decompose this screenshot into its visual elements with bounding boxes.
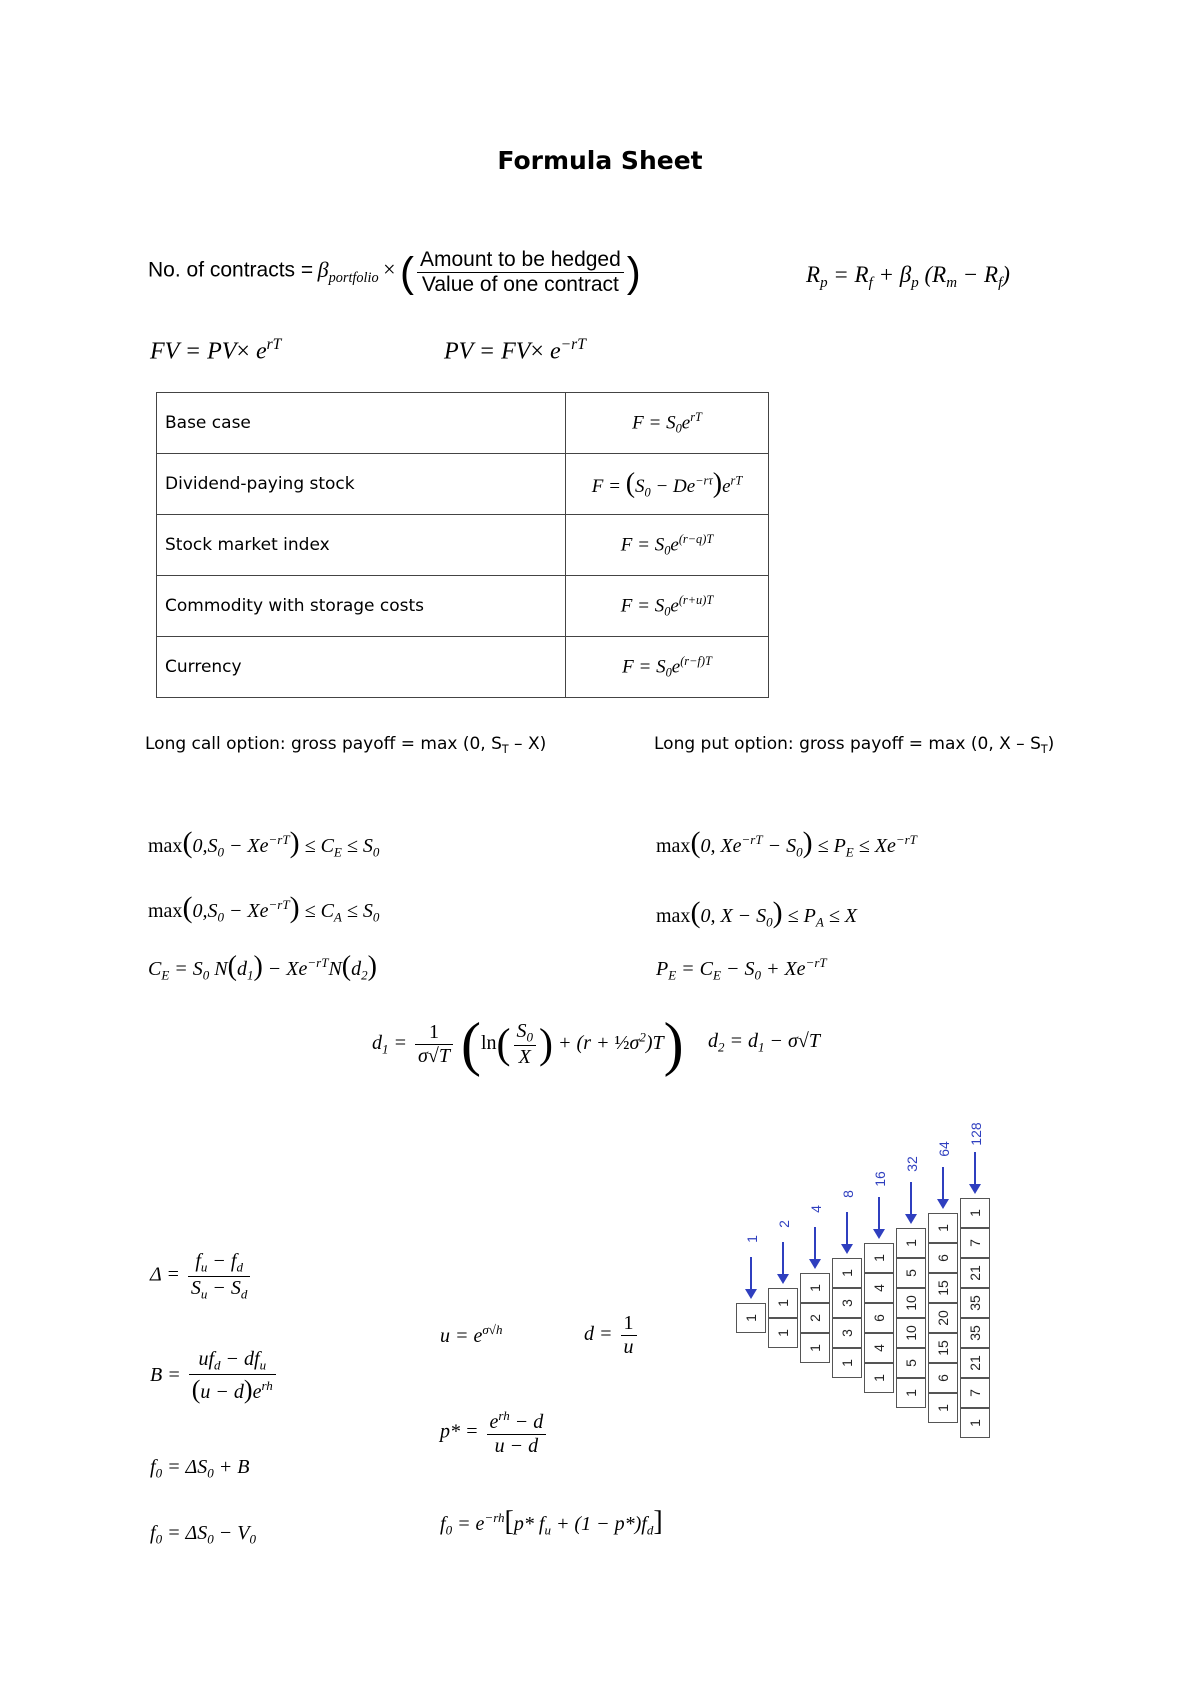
row-sum-label: 32 <box>904 1156 920 1172</box>
triangle-cell: 1 <box>832 1258 862 1288</box>
row-sum-arrow <box>814 1227 816 1267</box>
contracts-formula: No. of contracts = $\beta_{portfolio}$ × ( $\frac{\text{Amount to be hedged}}{\text{Value of one contract}}$ ) <box>148 248 641 296</box>
triangle-cell: 1 <box>800 1333 830 1363</box>
triangle-cell: 21 <box>960 1258 990 1288</box>
american-put-bounds: max(0, $X - S_0) \le P_A \le X$ <box>656 896 858 930</box>
row-sum-arrow <box>910 1182 912 1222</box>
row-label: Base case <box>157 393 566 454</box>
row-sum-arrow <box>878 1197 880 1237</box>
row-label: Commodity with storage costs <box>157 576 566 637</box>
triangle-cell: 1 <box>896 1378 926 1408</box>
row-sum-label: 16 <box>872 1171 888 1187</box>
triangle-cell: 6 <box>928 1243 958 1273</box>
row-sum-arrow <box>782 1242 784 1282</box>
row-sum-label: 4 <box>808 1205 824 1213</box>
row-formula: $F = (S_0 - De^{-r\tau})e^{rT}$ <box>566 454 769 515</box>
triangle-cell: 10 <box>896 1318 926 1348</box>
contracts-lhs: No. of contracts = <box>148 258 314 282</box>
triangle-cell: 6 <box>928 1363 958 1393</box>
page-title: Formula Sheet <box>497 146 703 175</box>
row-sum-label: 2 <box>776 1220 792 1228</box>
row-label: Dividend-paying stock <box>157 454 566 515</box>
triangle-cell: 15 <box>928 1333 958 1363</box>
triangle-cell: 1 <box>960 1408 990 1438</box>
triangle-cell: 35 <box>960 1288 990 1318</box>
triangle-cell: 1 <box>896 1228 926 1258</box>
row-sum-label: 1 <box>744 1235 760 1243</box>
row-label: Currency <box>157 637 566 698</box>
row-sum-arrow <box>846 1212 848 1252</box>
capm-formula: $R_p = R_f + \beta_p$ $(R_m - R_f)$ <box>806 262 1010 292</box>
triangle-cell: 2 <box>800 1303 830 1333</box>
triangle-cell: 4 <box>864 1273 894 1303</box>
triangle-cell: 1 <box>928 1213 958 1243</box>
triangle-cell: 4 <box>864 1333 894 1363</box>
call-payoff: Long call option: gross payoff = max (0, $S_T - X$) <box>145 734 547 756</box>
row-sum-arrow <box>974 1152 976 1192</box>
row-sum-label: 8 <box>840 1190 856 1198</box>
u-formula: $u = e^{\sigma√h}$ <box>440 1322 503 1347</box>
triangle-cell: 1 <box>832 1348 862 1378</box>
p-star-formula: p* = $\frac{e^{rh} - d}{u - d}$ <box>440 1408 549 1458</box>
triangle-cell: 20 <box>928 1303 958 1333</box>
row-sum-label: 64 <box>936 1141 952 1157</box>
beta-subscript: portfolio <box>328 269 379 286</box>
put-payoff: Long put option: gross payoff = max (0, X – $S_T$) <box>654 734 1055 756</box>
triangle-cell: 7 <box>960 1228 990 1258</box>
triangle-cell: 21 <box>960 1348 990 1378</box>
row-label: Stock market index <box>157 515 566 576</box>
row-formula: $F = S_0e^{(r-q)T}$ <box>566 515 769 576</box>
triangle-cell: 1 <box>736 1303 766 1333</box>
put-call-parity: $P_E = C_E - S_0 + Xe^{-rT}$ <box>656 955 827 983</box>
triangle-cell: 5 <box>896 1258 926 1288</box>
row-formula: $F = S_0e^{(r-f)T}$ <box>566 637 769 698</box>
american-call-bounds: $\max(0,S_0 - Xe^{-rT}) \le C_A \le S_0$ <box>148 891 380 925</box>
triangle-cell: 1 <box>800 1273 830 1303</box>
european-call-bounds: $\max(0,S_0 - Xe^{-rT}) \le C_E \le S_0$ <box>148 826 380 860</box>
d2-formula: $d_2 = d_1 - \sigma√T$ <box>708 1030 820 1055</box>
d1-formula: $d_1$ = $\frac{1}{\sigma√T}$ (ln( $\frac{S_0}{X}$ ) + $(r + \frac{1}{2}\sigma^2)T$) <box>372 1011 684 1077</box>
row-formula: $F = S_0e^{(r+u)T}$ <box>566 576 769 637</box>
row-sum-label: 128 <box>968 1122 984 1146</box>
d-formula: d = $\frac{1}{u}$ <box>584 1312 640 1359</box>
triangle-cell: 1 <box>960 1198 990 1228</box>
fv-formula: FV = $PV\times e^{rT}$ <box>150 336 282 365</box>
european-put-bounds: max(0, $Xe^{-rT} - S_0) \le P_E \le Xe^{-rT}$ <box>656 826 917 860</box>
hedge-denominator: Value of one contract <box>421 273 619 296</box>
triangle-cell: 10 <box>896 1288 926 1318</box>
triangle-cell: 3 <box>832 1288 862 1318</box>
triangle-cell: 6 <box>864 1303 894 1333</box>
b-formula: B = $\frac{uf_d - df_u}{(u - d)e^{rh}}$ <box>150 1348 279 1405</box>
triangle-cell: 15 <box>928 1273 958 1303</box>
hedge-numerator: Amount to be hedged <box>417 248 624 273</box>
triangle-cell: 35 <box>960 1318 990 1348</box>
triangle-cell: 5 <box>896 1348 926 1378</box>
f0-risk-neutral: $f_0 = e^{-rh}[p*$ $f_u + (1 - p*)f_d$] <box>440 1506 663 1538</box>
pv-formula: PV = $FV\times e^{-rT}$ <box>444 336 586 365</box>
triangle-cell: 1 <box>768 1318 798 1348</box>
triangle-cell: 1 <box>928 1393 958 1423</box>
triangle-cell: 1 <box>864 1243 894 1273</box>
delta-formula: Δ = $\frac{f_u - f_d}{S_u - S_d}$ <box>150 1250 253 1302</box>
row-sum-arrow <box>750 1257 752 1297</box>
black-scholes-call: $C_E = S_0$ $N(d_1) - Xe^{-rT}N(d_2)$ <box>148 951 377 983</box>
f0-formula-v: $f_0 = \Delta S_0 - V_0$ <box>150 1522 257 1547</box>
triangle-cell: 1 <box>768 1288 798 1318</box>
row-sum-arrow <box>942 1167 944 1207</box>
row-formula: $F = S_0e^{rT}$ <box>566 393 769 454</box>
triangle-cell: 3 <box>832 1318 862 1348</box>
triangle-cell: 1 <box>864 1363 894 1393</box>
f0-formula-b: $f_0 = \Delta S_0 + B$ <box>150 1456 250 1481</box>
triangle-cell: 7 <box>960 1378 990 1408</box>
